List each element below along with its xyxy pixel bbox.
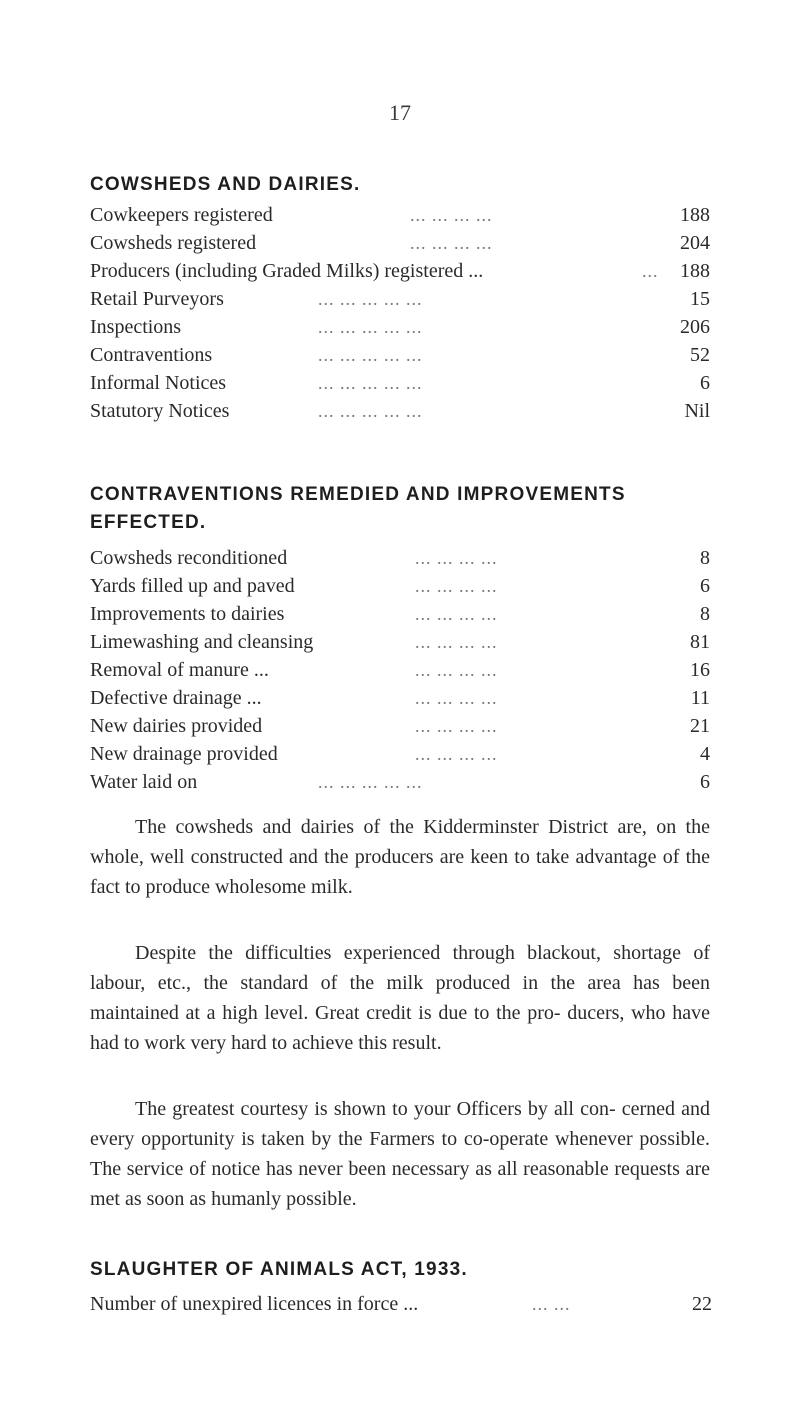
table-row xyxy=(90,314,710,340)
row-label: Improvements to dairies xyxy=(90,603,285,625)
table-row xyxy=(90,685,710,711)
table-row xyxy=(90,601,710,627)
section-heading-contraventions: CONTRAVENTIONS REMEDIED AND IMPROVEMENTS xyxy=(90,484,626,505)
leader-dots: ... ... ... ... ... xyxy=(318,772,423,792)
row-label: Cowkeepers registered xyxy=(90,204,273,226)
row-value: 206 xyxy=(680,316,710,338)
row-label: Defective drainage ... xyxy=(90,687,262,709)
row-label: Contraventions xyxy=(90,344,213,366)
table-row xyxy=(90,258,710,284)
row-label: Number of unexpired licences in force ... xyxy=(90,1293,419,1315)
row-value: 21 xyxy=(690,715,710,737)
table-row xyxy=(90,769,710,795)
row-label: Informal Notices xyxy=(90,372,227,394)
row-label: Water laid on xyxy=(90,771,198,793)
table-row xyxy=(90,286,710,312)
cowsheds-table xyxy=(90,202,710,424)
row-label: Removal of manure ... xyxy=(90,659,269,681)
leader-dots: ... ... ... ... xyxy=(415,688,498,708)
page-number: 17 xyxy=(389,100,411,125)
row-value: 8 xyxy=(700,547,710,569)
table-row xyxy=(90,629,710,655)
leader-dots: ... ... ... ... xyxy=(415,548,498,568)
section-heading-contraventions-cont: EFFECTED. xyxy=(90,512,207,533)
row-label: Inspections xyxy=(90,316,182,338)
row-value: 8 xyxy=(700,603,710,625)
leader-dots: ... ... ... ... xyxy=(410,205,493,225)
row-label: Statutory Notices xyxy=(90,400,230,422)
row-value: 52 xyxy=(690,344,710,366)
table-row xyxy=(90,545,710,571)
row-value: 6 xyxy=(700,771,710,793)
table-row xyxy=(90,342,710,368)
row-value: 4 xyxy=(700,743,710,765)
table-row xyxy=(90,713,710,739)
row-value: 6 xyxy=(700,575,710,597)
leader-dots: ... ... ... ... xyxy=(415,660,498,680)
row-value: 22 xyxy=(692,1293,712,1315)
leader-dots: ... ... ... ... ... xyxy=(318,289,423,309)
leader-dots: ... ... ... ... ... xyxy=(318,373,423,393)
leader-dots: ... ... ... ... xyxy=(410,233,493,253)
contraventions-table xyxy=(90,545,710,795)
table-row xyxy=(90,370,710,396)
row-label: New drainage provided xyxy=(90,743,278,765)
row-value: 188 xyxy=(680,204,710,226)
table-row xyxy=(90,202,710,228)
row-label: Limewashing and cleansing xyxy=(90,631,314,653)
leader-dots: ... ... ... ... ... xyxy=(318,345,423,365)
row-value: Nil xyxy=(684,400,710,422)
table-row xyxy=(90,398,710,424)
leader-dots: ... ... ... ... ... xyxy=(318,317,423,337)
leader-dots: ... xyxy=(642,261,659,281)
row-value: 11 xyxy=(690,687,710,709)
row-value: 188 xyxy=(680,260,710,282)
row-label: Producers (including Graded Milks) registered ... xyxy=(90,260,484,282)
leader-dots: ... ... ... ... xyxy=(415,716,498,736)
leader-dots: ... ... ... ... xyxy=(415,576,498,596)
row-label: Retail Purveyors xyxy=(90,288,224,310)
table-row xyxy=(90,657,710,683)
row-value: 16 xyxy=(690,659,710,681)
table-row xyxy=(90,573,710,599)
row-label: Cowsheds registered xyxy=(90,232,257,254)
paragraph-2: Despite the difficulties experienced through blackout, shortage of labour, etc., the standard of the milk produced in the area has been maintained at a high level. Great credit is due to the pro- ducers, who have had to work very hard to achieve this result. xyxy=(90,942,710,1054)
section-heading-cowsheds: COWSHEDS AND DAIRIES. xyxy=(90,174,361,195)
table-row xyxy=(90,230,710,256)
paragraph-3: The greatest courtesy is shown to your Officers by all con- cerned and every opportunity is taken by the Farmers to co-operate whenever possible. The service of notice has never been necessary as all reasonable requests are met as soon as humanly possible. xyxy=(90,1098,710,1210)
row-value: 6 xyxy=(700,372,710,394)
leader-dots: ... ... xyxy=(532,1294,571,1314)
row-label: Yards filled up and paved xyxy=(90,575,295,597)
leader-dots: ... ... ... ... ... xyxy=(318,401,423,421)
row-value: 81 xyxy=(690,631,710,653)
row-label: Cowsheds reconditioned xyxy=(90,547,288,569)
paragraph-1: The cowsheds and dairies of the Kidderminster District are, on the whole, well constructed and the producers are keen to take advantage of the fact to produce wholesome milk. xyxy=(90,816,710,898)
row-value: 15 xyxy=(690,288,710,310)
leader-dots: ... ... ... ... xyxy=(415,604,498,624)
table-row xyxy=(90,741,710,767)
row-value: 204 xyxy=(680,232,710,254)
leader-dots: ... ... ... ... xyxy=(415,632,498,652)
leader-dots: ... ... ... ... xyxy=(415,744,498,764)
section-heading-slaughter: SLAUGHTER OF ANIMALS ACT, 1933. xyxy=(90,1259,468,1280)
row-label: New dairies provided xyxy=(90,715,263,737)
